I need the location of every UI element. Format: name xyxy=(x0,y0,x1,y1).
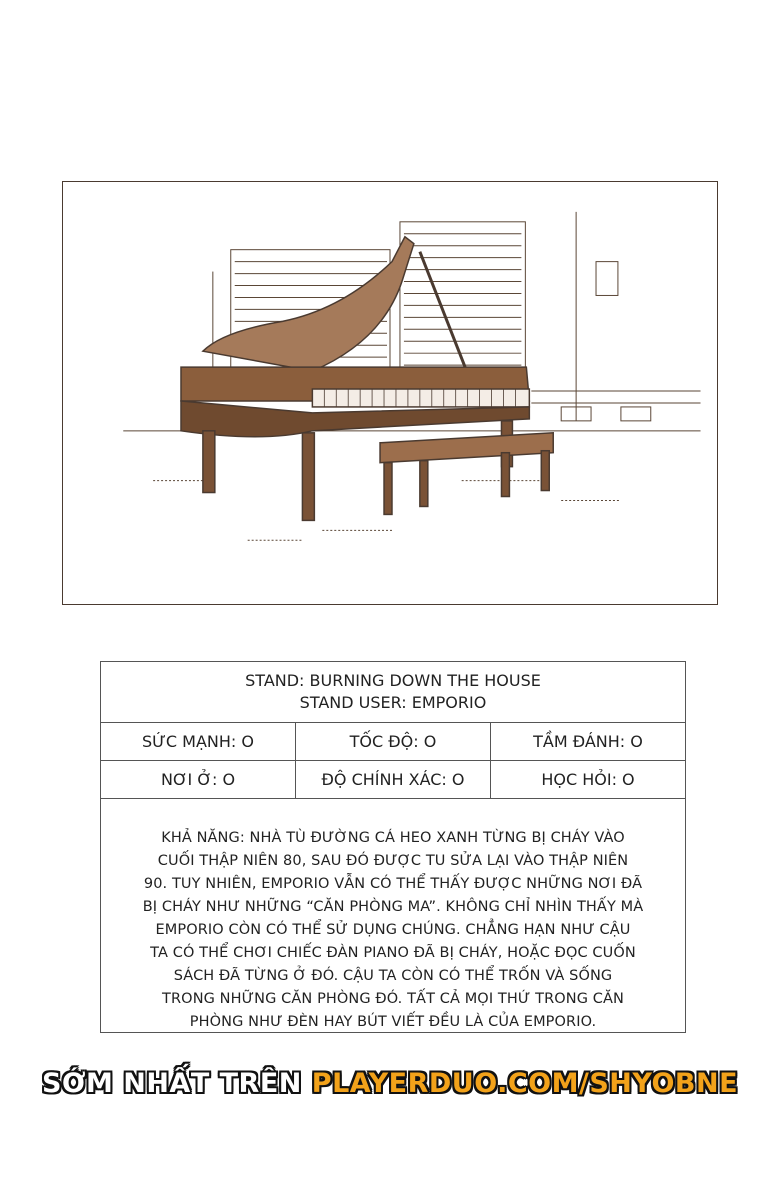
stat-range: TẦM ĐÁNH: O xyxy=(533,732,643,751)
banner-link[interactable]: PLAYERDUO.COM/SHYOBNE xyxy=(311,1068,739,1099)
banner-prefix: SỚM NHẤT TRÊN xyxy=(41,1068,312,1099)
grand-piano xyxy=(181,237,553,521)
stat-row-1 xyxy=(101,723,685,761)
stand-user: STAND USER: EMPORIO xyxy=(299,693,487,712)
stat-durability: NƠI Ở: O xyxy=(101,761,296,798)
ability-line: TRONG NHỮNG CĂN PHÒNG ĐÓ. TẤT CẢ MỌI THỨ TRONG CĂN xyxy=(162,991,624,1007)
ability-line: PHÒNG NHƯ ĐÈN HAY BÚT VIẾT ĐỀU LÀ CỦA EMPORIO. xyxy=(189,1014,597,1030)
ability-line: SÁCH ĐÃ TỪNG Ở ĐÓ. CẬU TA CÒN CÓ THỂ TRỐN VÀ SỐNG xyxy=(173,968,613,984)
ability-line: BỊ CHÁY NHƯ NHỮNG “CĂN PHÒNG MA”. KHÔNG CHỈ NHÌN THẤY MÀ xyxy=(142,899,644,915)
piano-drawing xyxy=(63,182,717,604)
ability-line: KHẢ NĂNG: NHÀ TÙ ĐƯỜNG CÁ HEO XANH TỪNG BỊ CHÁY VÀO xyxy=(161,830,625,846)
stat-power: SỨC MẠNH: O xyxy=(101,723,296,760)
stand-stat-table xyxy=(100,661,686,1033)
ability-description xyxy=(101,799,685,1034)
stat-row-2 xyxy=(101,761,685,799)
ability-line: 90. TUY NHIÊN, EMPORIO VẪN CÓ THỂ THẤY ĐƯỢC NHỮNG NƠI ĐÃ xyxy=(143,876,643,892)
ability-line: TA CÓ THỂ CHƠI CHIẾC ĐÀN PIANO ĐÃ BỊ CHÁY, HOẶC ĐỌC CUỐN xyxy=(150,945,636,961)
stat-potential: HỌC HỎI: O xyxy=(541,770,635,789)
stand-name: STAND: BURNING DOWN THE HOUSE xyxy=(245,671,541,690)
watermark-banner xyxy=(0,1068,780,1099)
ability-line: CUỐI THẬP NIÊN 80, SAU ĐÓ ĐƯỢC TU SỬA LẠI VÀO THẬP NIÊN xyxy=(157,853,629,869)
stat-precision: ĐỘ CHÍNH XÁC: O xyxy=(296,761,491,798)
stat-speed: TỐC ĐỘ: O xyxy=(296,723,491,760)
stand-header xyxy=(101,662,685,723)
ability-line: EMPORIO CÒN CÓ THỂ SỬ DỤNG CHÚNG. CHẲNG HẠN NHƯ CẬU xyxy=(155,922,631,938)
piano-illustration xyxy=(62,181,718,605)
